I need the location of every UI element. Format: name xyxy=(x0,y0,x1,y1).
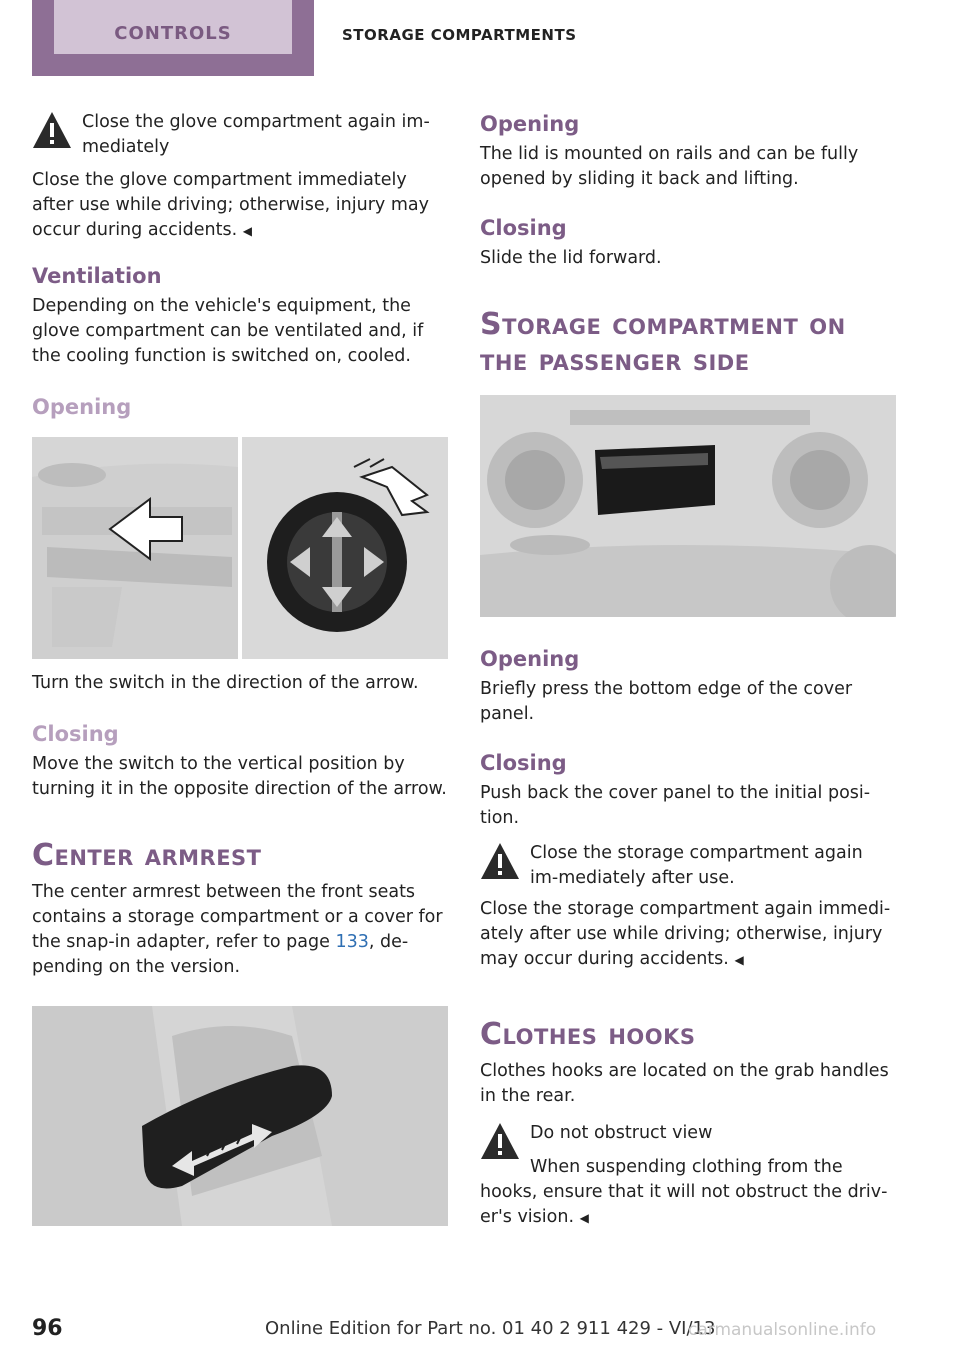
closing-heading: Closing xyxy=(32,722,119,746)
opening-lid-heading: Opening xyxy=(480,112,580,136)
opening-heading: Opening xyxy=(32,395,132,419)
figure-ventilation-switch xyxy=(32,437,448,659)
closing-cover-body: Push back the cover panel to the initial posi‐tion. xyxy=(480,783,871,828)
chapter-tab[interactable] xyxy=(32,0,314,76)
ventilation-switch-illustration xyxy=(32,437,448,659)
warning-body: When suspending clothing from the hooks, ensure that it will not obstruct the driv‐er's vision. ◀ xyxy=(480,1157,888,1227)
center-armrest-illustration xyxy=(32,1006,448,1226)
end-mark: ◀ xyxy=(579,1211,589,1225)
opening-body: Turn the switch in the direction of the arrow. xyxy=(32,673,419,693)
section-title: STORAGE COMPARTMENTS xyxy=(342,26,577,44)
warning-triangle-icon xyxy=(480,841,520,881)
chapter-tab-label: CONTROLS xyxy=(54,0,292,54)
warning-title: Close the storage compartment again im‐mediately after use. xyxy=(530,843,863,888)
warning-body: Close the glove compartment immediately after use while driving; otherwise, injury may occur during accidents. ◀ xyxy=(32,170,429,240)
page-number: 96 xyxy=(32,1316,63,1341)
warning-title: Close the glove compartment again im‐mediately xyxy=(82,112,430,157)
footer-watermark: carmanualsonline.info xyxy=(688,1320,877,1340)
end-mark: ◀ xyxy=(734,953,744,967)
ventilation-heading: Ventilation xyxy=(32,264,162,288)
warning-triangle-icon xyxy=(480,1121,520,1161)
warning-title: Do not obstruct view xyxy=(530,1123,713,1143)
center-armrest-heading: Center armrest xyxy=(32,838,262,873)
ventilation-body: Depending on the vehicle's equipment, the glove compartment can be ventilated and, if the cooling function is switched on, cooled. xyxy=(32,296,424,366)
closing-lid-body: Slide the lid forward. xyxy=(480,248,662,268)
warning-glove-compartment xyxy=(32,110,450,162)
clothes-hooks-heading: Clothes hooks xyxy=(480,1017,696,1052)
page-link[interactable]: 133 xyxy=(335,932,369,952)
warning-triangle-icon xyxy=(32,110,72,150)
opening-cover-body: Briefly press the bottom edge of the cover panel. xyxy=(480,679,853,724)
warning-body: Close the storage compartment again immedi‐ately after use while driving; otherwise, injury may occur during accidents. ◀ xyxy=(480,899,891,969)
opening-lid-body: The lid is mounted on rails and can be fully opened by sliding it back and lifting. xyxy=(480,144,859,189)
warning-obstruct-view xyxy=(480,1121,896,1151)
center-armrest-body: The center armrest between the front seats contains a storage compartment or a cover for the snap-in adapter, refer to page 133, de‐pending on the version. xyxy=(32,882,443,977)
closing-lid-heading: Closing xyxy=(480,216,567,240)
right-column xyxy=(480,110,896,1231)
warning-storage-compartment xyxy=(480,841,896,893)
closing-body: Move the switch to the vertical position by turning it in the opposite direction of the arrow. xyxy=(32,754,447,799)
figure-center-armrest xyxy=(32,1006,448,1226)
clothes-hooks-body: Clothes hooks are located on the grab handles in the rear. xyxy=(480,1061,889,1106)
figure-passenger-storage xyxy=(480,395,896,617)
opening-cover-heading: Opening xyxy=(480,647,580,671)
closing-cover-heading: Closing xyxy=(480,751,567,775)
footer-edition: Online Edition for Part no. 01 40 2 911 429 - VI/13 xyxy=(265,1318,716,1339)
end-mark: ◀ xyxy=(242,224,252,238)
left-column xyxy=(32,110,450,1226)
passenger-storage-illustration xyxy=(480,395,896,617)
passenger-storage-heading: Storage compartment on the passenger side xyxy=(480,307,846,378)
